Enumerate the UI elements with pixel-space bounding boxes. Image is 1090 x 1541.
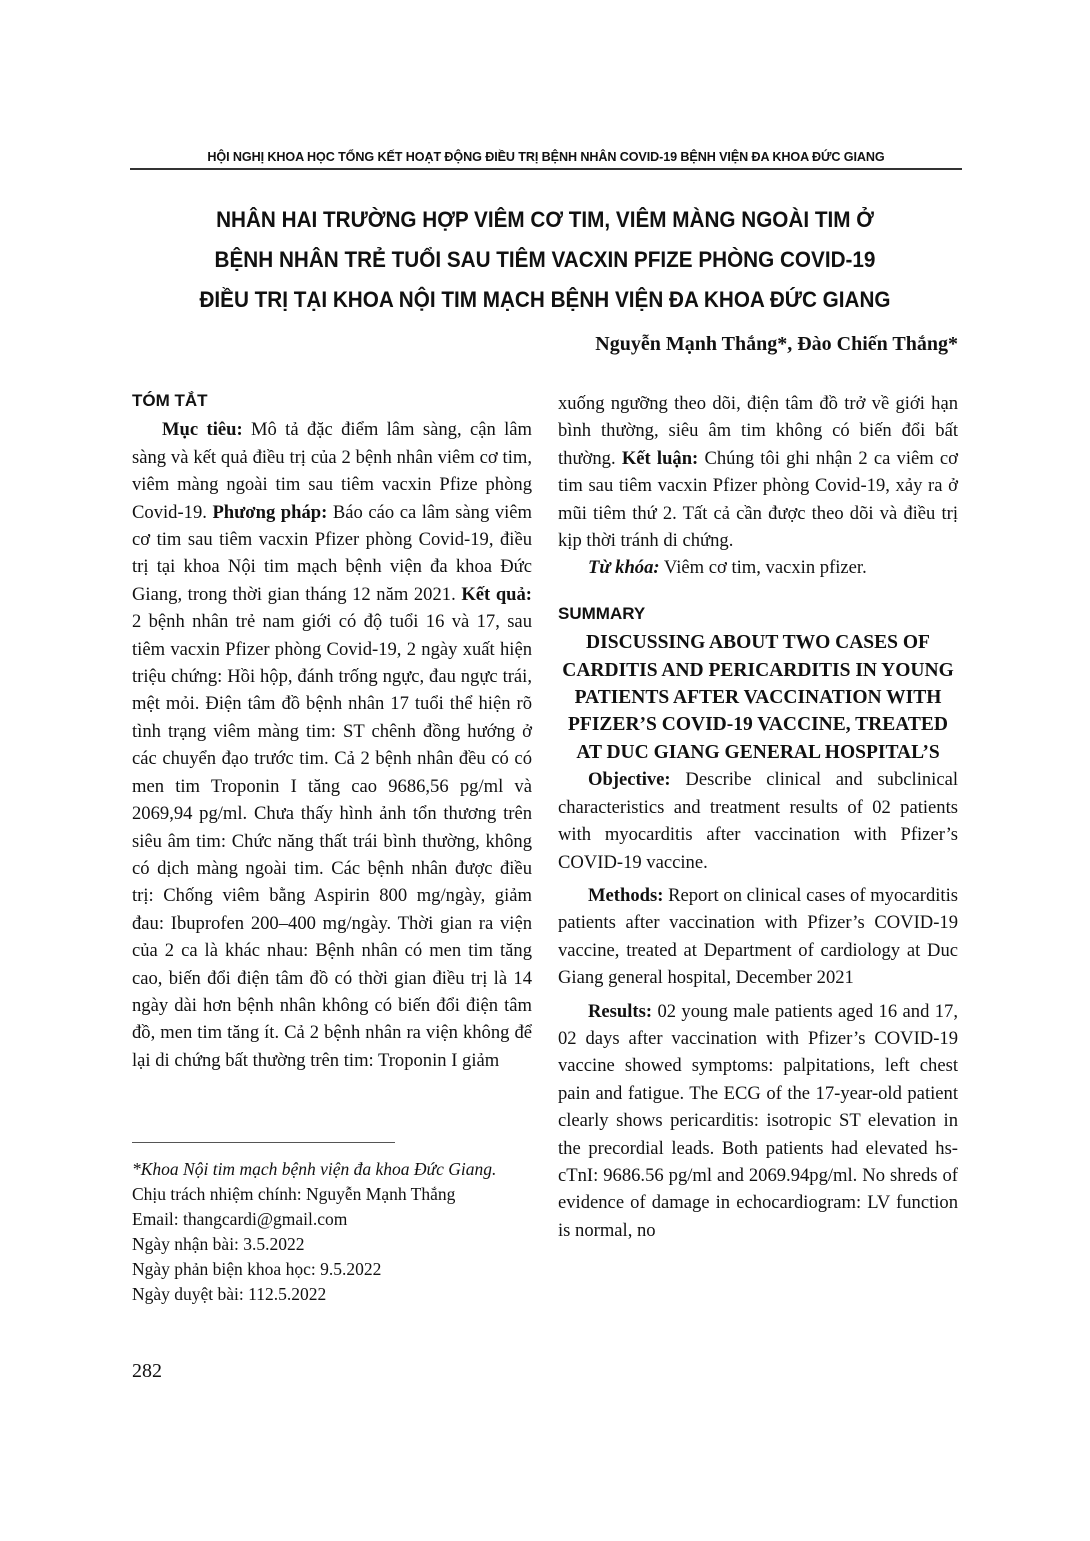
- summary-paragraph: [558, 882, 958, 992]
- accepted-date: Ngày duyệt bài: 112.5.2022: [132, 1284, 327, 1304]
- label: Results:: [588, 1000, 653, 1022]
- text: Báo cáo ca lâm sàng viêm cơ tim sau tiêm vacxin Pfizer phòng Covid-19, điều trị tại khoa Nội tim mạch bệnh viện đa khoa Đức Giang, trong thời gian tháng 12 năm 2021.: [132, 501, 533, 605]
- footnote: [132, 1157, 532, 1307]
- label: Kết quả:: [461, 583, 533, 605]
- page-number: 282: [132, 1360, 162, 1382]
- abstract-paragraph: [132, 416, 532, 1074]
- paper-title: [145, 200, 945, 320]
- affiliation: *Khoa Nội tim mạch bệnh viện đa khoa Đức Giang.: [132, 1159, 497, 1179]
- responsible-author: Chịu trách nhiệm chính: Nguyễn Mạnh Thắng: [132, 1184, 456, 1204]
- email: Email: thangcardi@gmail.com: [132, 1209, 348, 1229]
- label: Methods:: [588, 884, 664, 906]
- running-header: HỘI NGHỊ KHOA HỌC TỔNG KẾT HOẠT ĐỘNG ĐIỀU TRỊ BỆNH NHÂN COVID-19 BỆNH VIỆN ĐA KHOA ĐỨC GIANG: [207, 150, 885, 164]
- text: Chúng tôi ghi nhận 2 ca viêm cơ tim sau tiêm vacxin Pfizer phòng Covid-19, xảy ra ở mũi tiêm thứ 2. Tất cả cần được theo dõi và điều trị kịp thời tránh di chứng.: [558, 447, 959, 552]
- text: Report on clinical cases of myocarditis patients after vaccination with Pfizer’s COVID-19 vaccine, treated at Department of cardiology at Duc Giang general hospital, December 2021: [558, 884, 958, 989]
- abstract-heading: TÓM TẮT: [132, 391, 208, 410]
- summary-title: DISCUSSING ABOUT TWO CASES OF CARDITIS AND PERICARDITIS IN YOUNG PATIENTS AFTER VACCINATION WITH PFIZER’S COVID-19 VACCINE, TREATED AT DUC GIANG GENERAL HOSPITAL’S: [562, 632, 954, 763]
- title-line: ĐIỀU TRỊ TẠI KHOA NỘI TIM MẠCH BỆNH VIỆN ĐA KHOA ĐỨC GIANG: [199, 287, 891, 312]
- right-column: [558, 390, 958, 1244]
- text: xuống ngưỡng theo dõi, điện tâm đồ trở về giới hạn bình thường, siêu âm tim không có biến đổi bất thường.: [558, 393, 958, 469]
- received-date: Ngày nhận bài: 3.5.2022: [132, 1234, 305, 1254]
- label: Objective:: [588, 769, 671, 791]
- summary-paragraph: [558, 998, 958, 1245]
- label: Từ khóa:: [588, 557, 660, 579]
- text: 2 bệnh nhân trẻ nam giới có độ tuổi 16 và 17, sau tiêm vacxin Pfizer phòng Covid-19, 2 ngày xuất hiện triệu chứng: Hồi hộp, đánh trống ngực, đau ngực trái, mệt mỏi. Điện tâm đồ bệnh nhân 17 tuổi thể hiện rõ tình trạng viêm màng tim: ST chênh đồng hướng ở các chuyển đạo trước tim. Cả 2 bệnh nhân đều có có men tim Troponin I tăng cao 9686,56 pg/ml và 2069,94 pg/ml. Chưa thấy hình ảnh tổn thương trên siêu âm tim: Chức năng thất trái bình thường, không có dịch màng ngoài tim. Các bệnh nhân được điều trị: Chống viêm bằng Aspirin 800 mg/ngày, giảm đau: Ibuprofen 200–400 mg/ngày. Thời gian ra viện của 2 ca là khác nhau: Bệnh nhân có men tim tăng cao, biến đổi điện tâm đồ có thời gian điều trị là 14 ngày dài hơn bệnh nhân không có biến đổi điện tâm đồ, men tim tăng ít. Cả 2 bệnh nhân ra viện không để lại di chứng bất thường trên tim: Troponin I giảm: [132, 611, 532, 1071]
- title-line: NHÂN HAI TRƯỜNG HỢP VIÊM CƠ TIM, VIÊM MÀNG NGOÀI TIM Ở: [216, 207, 874, 232]
- summary-heading: SUMMARY: [558, 603, 646, 623]
- label: Mục tiêu:: [162, 419, 243, 441]
- left-column: [132, 387, 532, 1074]
- label: Phương pháp:: [212, 501, 328, 523]
- summary-paragraph: [558, 766, 958, 876]
- text: Viêm cơ tim, vacxin pfizer.: [659, 557, 867, 579]
- text: 02 young male patients aged 16 and 17, 02 days after vaccination with Pfizer’s COVID-19 vaccine showed symptoms: palpitations, left chest pain and fatigue. The ECG of the 17-year-old patient clearly shows pericarditis: isotropic ST elevation in the precordial leads. Both patients had elevated hs-cTnI: 9686.56 pg/ml and 2069.94pg/ml. No shreds of evidence of damage in echocardiogram: LV function is normal, no: [558, 1000, 958, 1241]
- keywords: [558, 554, 958, 581]
- title-line: BỆNH NHÂN TRẺ TUỔI SAU TIÊM VACXIN PFIZE PHÒNG COVID-19: [214, 247, 876, 272]
- review-date: Ngày phản biện khoa học: 9.5.2022: [132, 1259, 382, 1279]
- abstract-continuation: [558, 390, 958, 554]
- label: Kết luận:: [621, 447, 699, 469]
- text: Mô tả đặc điểm lâm sàng, cận lâm sàng và kết quả điều trị của 2 bệnh nhân viêm cơ tim, viêm màng ngoài tim sau tiêm vacxin Pfize phòng Covid-19.: [132, 419, 532, 523]
- text: Describe clinical and subclinical characteristics and treatment results of 02 patients with myocarditis after vaccination with Pfizer’s COVID-19 vaccine.: [558, 769, 958, 873]
- header-rule: [130, 168, 962, 170]
- authors: Nguyễn Mạnh Thắng*, Đào Chiến Thắng*: [595, 333, 958, 355]
- footnote-rule: [132, 1142, 395, 1143]
